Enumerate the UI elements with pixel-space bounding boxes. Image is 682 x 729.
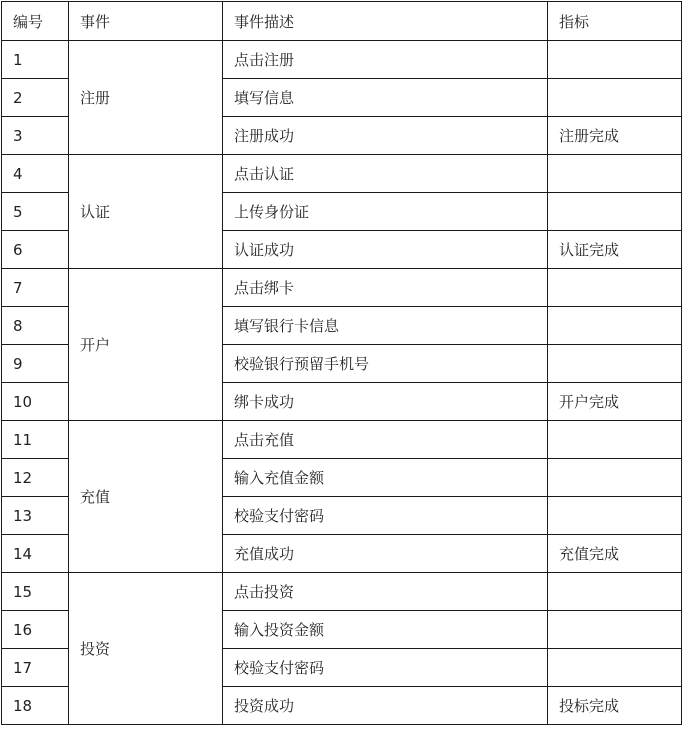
cell-description: 校验银行预留手机号 [223, 345, 548, 383]
event-tracking-table [1, 1, 682, 725]
cell-description: 校验支付密码 [223, 497, 548, 535]
header-description: 事件描述 [223, 2, 548, 41]
cell-metric [548, 459, 682, 497]
cell-number: 12 [2, 459, 69, 497]
cell-description: 绑卡成功 [223, 383, 548, 421]
cell-number: 6 [2, 231, 69, 269]
cell-description: 输入投资金额 [223, 611, 548, 649]
cell-event: 投资 [69, 573, 223, 725]
cell-number: 11 [2, 421, 69, 459]
cell-metric [548, 193, 682, 231]
cell-number: 4 [2, 155, 69, 193]
cell-description: 点击充值 [223, 421, 548, 459]
cell-number: 5 [2, 193, 69, 231]
cell-metric [548, 611, 682, 649]
cell-description: 输入充值金额 [223, 459, 548, 497]
cell-number: 16 [2, 611, 69, 649]
cell-metric: 充值完成 [548, 535, 682, 573]
cell-number: 14 [2, 535, 69, 573]
cell-description: 点击注册 [223, 41, 548, 79]
cell-description: 填写银行卡信息 [223, 307, 548, 345]
cell-number: 8 [2, 307, 69, 345]
cell-metric [548, 307, 682, 345]
cell-description: 填写信息 [223, 79, 548, 117]
table-row [2, 41, 682, 79]
header-number: 编号 [2, 2, 69, 41]
cell-event: 认证 [69, 155, 223, 269]
table-header-row [2, 2, 682, 41]
cell-number: 3 [2, 117, 69, 155]
cell-description: 点击投资 [223, 573, 548, 611]
cell-metric [548, 649, 682, 687]
cell-metric: 认证完成 [548, 231, 682, 269]
cell-metric [548, 269, 682, 307]
cell-number: 7 [2, 269, 69, 307]
cell-metric [548, 421, 682, 459]
cell-event: 充值 [69, 421, 223, 573]
cell-number: 2 [2, 79, 69, 117]
cell-number: 15 [2, 573, 69, 611]
table-row [2, 269, 682, 307]
cell-metric [548, 497, 682, 535]
cell-description: 投资成功 [223, 687, 548, 725]
header-event: 事件 [69, 2, 223, 41]
cell-metric [548, 41, 682, 79]
cell-event: 开户 [69, 269, 223, 421]
cell-metric [548, 573, 682, 611]
cell-number: 10 [2, 383, 69, 421]
cell-description: 认证成功 [223, 231, 548, 269]
cell-number: 13 [2, 497, 69, 535]
cell-metric: 注册完成 [548, 117, 682, 155]
cell-metric [548, 345, 682, 383]
cell-number: 9 [2, 345, 69, 383]
cell-description: 点击认证 [223, 155, 548, 193]
cell-event: 注册 [69, 41, 223, 155]
cell-description: 上传身份证 [223, 193, 548, 231]
header-metric: 指标 [548, 2, 682, 41]
table-row [2, 573, 682, 611]
cell-metric: 投标完成 [548, 687, 682, 725]
cell-description: 点击绑卡 [223, 269, 548, 307]
table-row [2, 155, 682, 193]
cell-metric: 开户完成 [548, 383, 682, 421]
cell-metric [548, 155, 682, 193]
cell-metric [548, 79, 682, 117]
cell-description: 校验支付密码 [223, 649, 548, 687]
table-body [2, 41, 682, 725]
cell-description: 充值成功 [223, 535, 548, 573]
table-row [2, 421, 682, 459]
cell-number: 18 [2, 687, 69, 725]
cell-number: 1 [2, 41, 69, 79]
cell-number: 17 [2, 649, 69, 687]
cell-description: 注册成功 [223, 117, 548, 155]
